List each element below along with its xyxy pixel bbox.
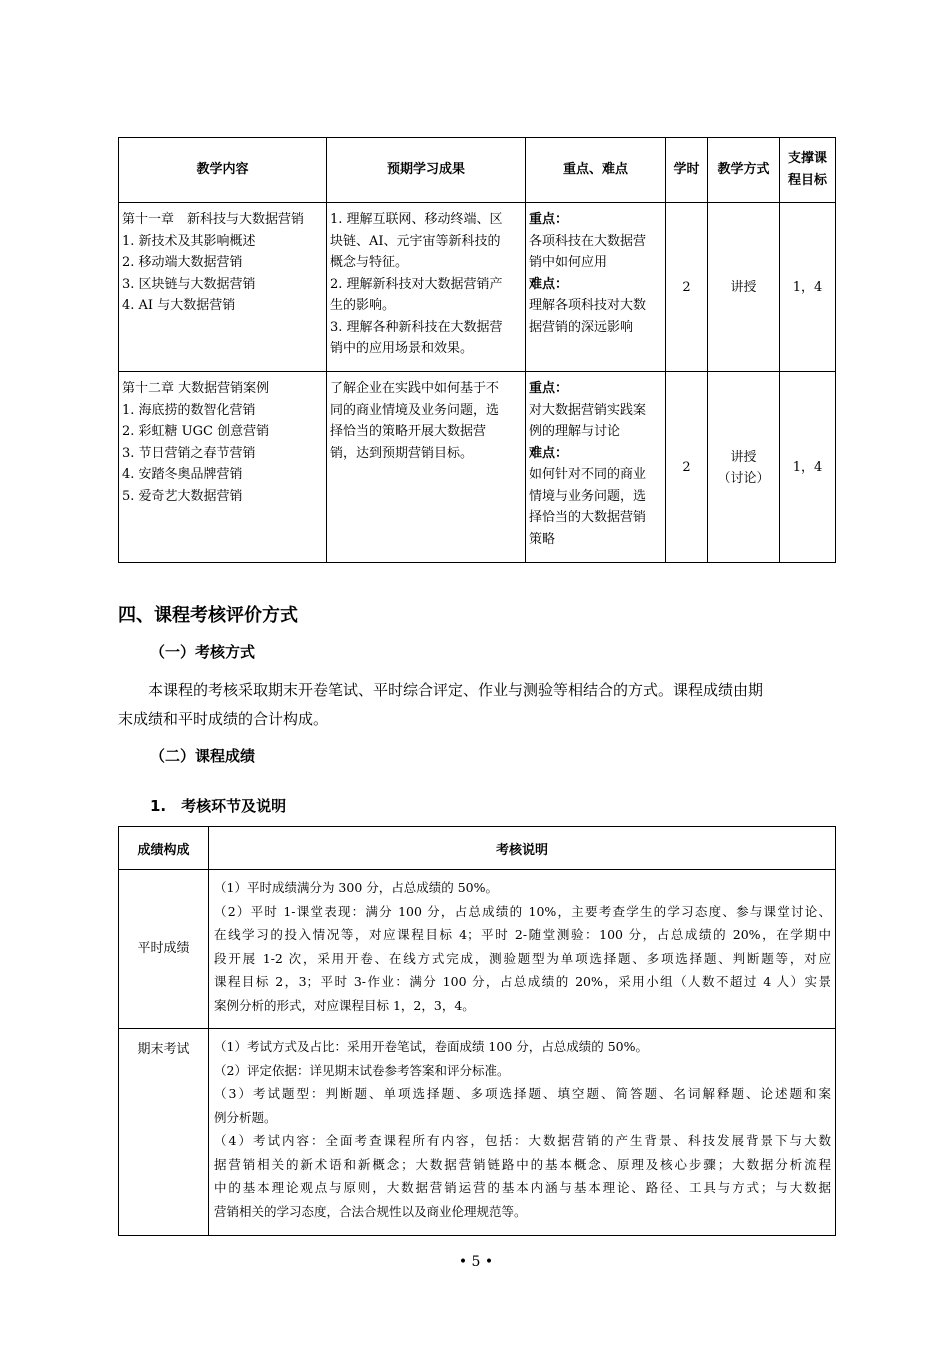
table1-header-row (119, 138, 836, 203)
header-assessment-desc: 考核说明 (209, 827, 836, 870)
grade-component-cell: 期末考试 (119, 1029, 209, 1236)
subsection-heading-grades: （二）课程成绩 (150, 747, 256, 765)
method-cell: 讲授 （讨论） (708, 372, 780, 563)
assessment-desc-cell: （1）考试方式及占比：采用开卷笔试，卷面成绩 100 分，占总成绩的 50%。 （2）评定依据：详见期末试卷参考答案和评分标准。 （3）考试题型：判断题、单项选择题、多项选择题、填空题、简答题、名词解释题、论述题和案 例分析题。 （4）考试内容：全面考查课程所有内容，包括：大数据营销的产生背景、科技发展背景下与大数 据营销相关的新术语和新概念；大数据营销链路中的基本概念、原理及核心步骤；大数据分析流程 中的基本理论观点与原则，大数据营销运营的基本内涵与基本理论、路径、工具与方式；与大数据 营销相关的学习态度，合法合规性以及商业伦理规范等。 (209, 1029, 836, 1236)
hours-cell: 2 (666, 203, 708, 372)
assessment-paragraph: 本课程的考核采取期末开卷笔试、平时综合评定、作业与测验等相结合的方式。课程成绩由期 末成绩和平时成绩的合计构成。 (118, 681, 764, 728)
outcomes-cell: 1. 理解互联网、移动终端、区 块链、AI、元宇宙等新科技的 概念与特征。 2. 理解新科技对大数据营销产 生的影响。 3. 理解各种新科技在大数据营 销中的应用场景和效果。 (327, 203, 526, 372)
section-heading: 四、课程考核评价方式 (118, 605, 298, 626)
method-cell: 讲授 (708, 203, 780, 372)
outcomes-cell: 了解企业在实践中如何基于不 同的商业情境及业务问题，选 择恰当的策略开展大数据营 销，达到预期营销目标。 (327, 372, 526, 563)
table2-header-row (119, 827, 836, 870)
chapter-content-cell: 第十一章 新科技与大数据营销 1. 新技术及其影响概述 2. 移动端大数据营销 3. 区块链与大数据营销 4. AI 与大数据营销 (119, 203, 327, 372)
key-points-cell: 重点： 各项科技在大数据营 销中如何应用 难点： 理解各项科技对大数 据营销的深远影响 (526, 203, 666, 372)
assessment-desc-cell: （1）平时成绩满分为 300 分，占总成绩的 50%。 （2）平时 1-课堂表现：满分 100 分，占总成绩的 10%，主要考查学生的学习态度、参与课堂讨论、 在线学习的投入情况等，对应课程目标 4；平时 2-随堂测验：100 分，占总成绩的 20%，在学期中 段开展 1-2 次，采用开卷、在线方式完成，测验题型为单项选择题、多项选择题、判断题等，对应 课程目标 2，3；平时 3-作业：满分 100 分，占总成绩的 20%，采用小组（人数不超过 4 人）实景 案例分析的形式，对应课程目标 1，2，3，4。 (209, 870, 836, 1029)
header-grade-component: 成绩构成 (119, 827, 209, 870)
goals-cell: 1，4 (780, 372, 836, 563)
header-hours: 学时 (666, 138, 708, 203)
header-method: 教学方式 (708, 138, 780, 203)
chapter-content-cell: 第十二章 大数据营销案例 1. 海底捞的数智化营销 2. 彩虹糖 UGC 创意营销 3. 节日营销之春节营销 4. 安踏冬奥品牌营销 5. 爱奇艺大数据营销 (119, 372, 327, 563)
subsection-heading-assessment: （一）考核方式 (150, 643, 256, 661)
key-points-cell: 重点： 对大数据营销实践案 例的理解与讨论 难点： 如何针对不同的商业 情境与业务问题，选 择恰当的大数据营销 策略 (526, 372, 666, 563)
header-outcomes: 预期学习成果 (327, 138, 526, 203)
teaching-content-table (118, 137, 836, 563)
header-goals: 支撑课 程目标 (780, 138, 836, 203)
goals-cell: 1，4 (780, 203, 836, 372)
hours-cell: 2 (666, 372, 708, 563)
table-row (119, 203, 836, 372)
table-row (119, 870, 836, 1029)
table-row (119, 372, 836, 563)
grading-table (118, 826, 836, 1236)
grade-component-cell: 平时成绩 (119, 870, 209, 1029)
header-key-points: 重点、难点 (526, 138, 666, 203)
header-content: 教学内容 (119, 138, 327, 203)
page-number: • 5 • (458, 1254, 494, 1270)
table-row (119, 1029, 836, 1236)
subsubsection-heading: 1. 考核环节及说明 (150, 797, 287, 815)
